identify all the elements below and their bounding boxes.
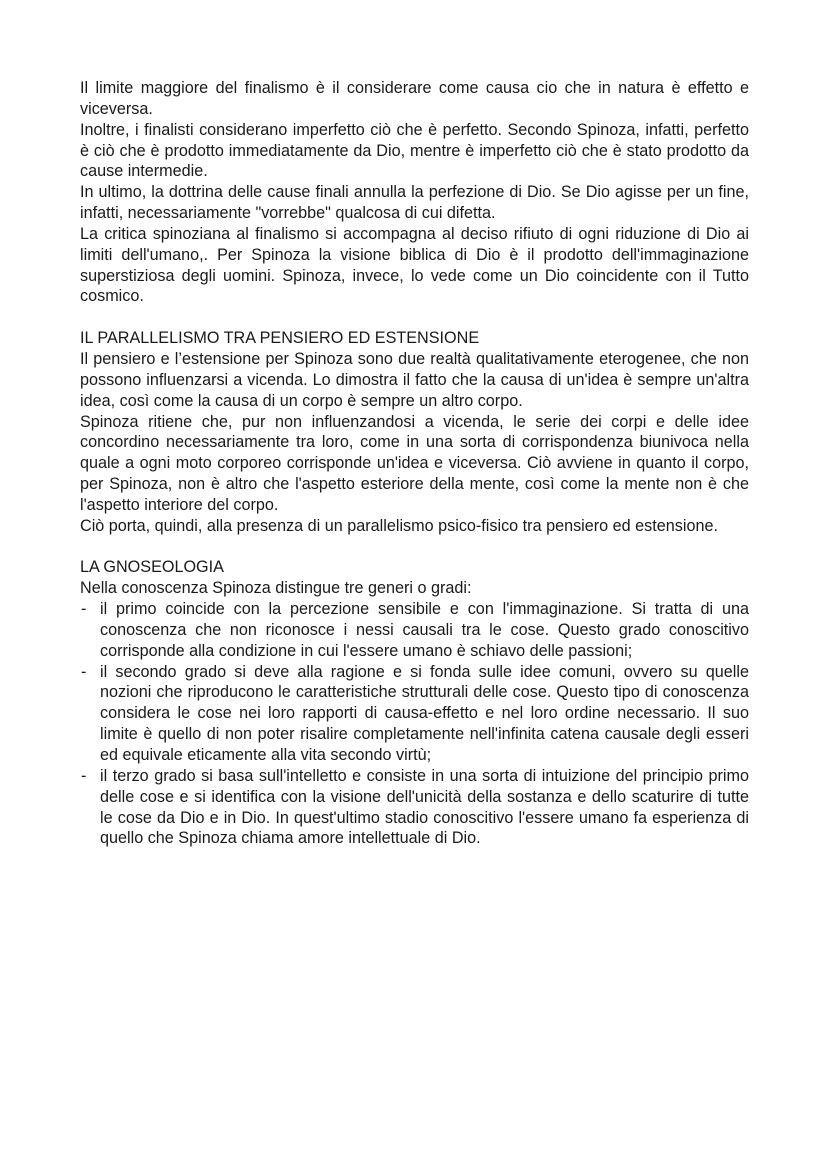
paragraph-heterogeneous: Il pensiero e l’estensione per Spinoza sono due realtà qualitativamente eterogenee, che non possono influenzarsi a vicenda. Lo dimostra il fatto che la causa di un'idea è sempre un'altra idea, così come la causa di un corpo è sempre un altro corpo. bbox=[80, 349, 749, 410]
paragraph-final-causes: In ultimo, la dottrina delle cause finali annulla la perfezione di Dio. Se Dio agisse per un fine, infatti, necessariamente "vorrebbe" qualcosa di cui difetta. bbox=[80, 183, 749, 223]
paragraph-correspondence: Spinoza ritiene che, pur non influenzandosi a vicenda, le serie dei corpi e delle idee concordino necessariamente tra loro, come in una sorta di corrispondenza biunivoca nella quale a ogni moto corporeo corrisponde un'idea e viceversa. Ciò avviene in quanto il corpo, per Spinoza, non è altro che l'aspetto esteriore della mente, così come la mente non è che l'aspetto interiore del corpo. bbox=[80, 412, 749, 514]
list-item-text: il terzo grado si basa sull'intelletto e consiste in una sorta di intuizione del principio primo delle cose e si identifica con la visione dell'unicità della sostanza e dello scaturire di tutte le cose da Dio e in Dio. In quest'ultimo stadio conoscitivo l'essere umano fa esperienza di quello che Spinoza chiama amore intellettuale di Dio. bbox=[100, 766, 749, 848]
dash-bullet: - bbox=[81, 662, 87, 681]
dash-bullet: - bbox=[81, 766, 87, 785]
heading-gnoseologia: LA GNOSEOLOGIA bbox=[80, 558, 224, 577]
list-item-first-degree bbox=[80, 599, 749, 662]
list-item-second-degree bbox=[80, 662, 749, 766]
paragraph-critique: La critica spinoziana al finalismo si accompagna al deciso rifiuto di ogni riduzione di Dio ai limiti dell'umano,. Per Spinoza la visione biblica di Dio è il prodotto dell'immaginazione superstiziosa degli uomini. Spinoza, invece, lo vede come un Dio coincidente con il Tutto cosmico. bbox=[80, 224, 749, 306]
heading-parallelismo: IL PARALLELISMO TRA PENSIERO ED ESTENSIONE bbox=[80, 329, 480, 348]
paragraph-knowledge-intro: Nella conoscenza Spinoza distingue tre generi o gradi: bbox=[80, 579, 472, 598]
document-page bbox=[80, 78, 749, 849]
paragraph-psychophysical: Ciò porta, quindi, alla presenza di un parallelismo psico-fisico tra pensiero ed estensione. bbox=[80, 516, 718, 535]
list-item-text: il secondo grado si deve alla ragione e si fonda sulle idee comuni, ovvero su quelle nozioni che riproducono le caratteristiche strutturali delle cose. Questo tipo di conoscenza considera le cose nei loro rapporti di causa-effetto e nel loro ordine necessario. Il suo limite è quello di non poter risalire completamente nell'infinita catena causale degli esseri ed equivale eticamente alla vita secondo virtù; bbox=[100, 662, 749, 764]
list-item-text: il primo coincide con la percezione sensibile e con l'immaginazione. Si tratta di una conoscenza che non riconosce i nessi causali tra le cose. Questo grado conoscitivo corrisponde alla condizione in cui l'essere umano è schiavo delle passioni; bbox=[100, 600, 749, 660]
knowledge-degrees-list bbox=[80, 599, 749, 849]
paragraph-finalism-limit: Il limite maggiore del finalismo è il considerare come causa cio che in natura è effetto e viceversa. bbox=[80, 79, 749, 118]
dash-bullet: - bbox=[81, 600, 87, 619]
paragraph-imperfection: Inoltre, i finalisti considerano imperfetto ciò che è perfetto. Secondo Spinoza, infatti, perfetto è ciò che è prodotto immediatamente da Dio, mentre è imperfetto ciò che è stato prodotto da cause intermedie. bbox=[80, 120, 749, 181]
list-item-third-degree bbox=[80, 766, 749, 849]
